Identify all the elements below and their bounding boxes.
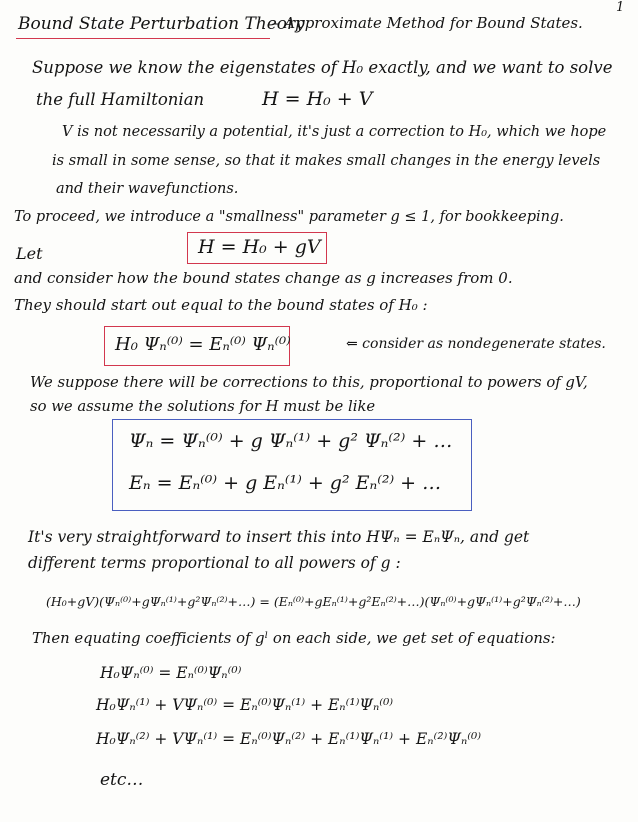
- proceed-line-1: To proceed, we introduce a "smallness" parameter g ≤ 1, for bookkeeping.: [14, 209, 564, 225]
- title: Bound State Perturbation Theory: [18, 14, 305, 34]
- boxed-zeroth-order: [104, 326, 290, 366]
- remark-line-1: V is not necessarily a potential, it's just a correction to H₀, which we hope: [62, 124, 607, 140]
- intro-line-1: Suppose we know the eigenstates of H₀ exactly, and we want to solve: [32, 58, 613, 77]
- remark-line-3: and their wavefunctions.: [56, 181, 239, 197]
- intro-line-2: the full Hamiltonian: [36, 90, 205, 109]
- boxed-hamiltonian-eq: H = H₀ + gV: [198, 236, 321, 258]
- equating-line-1: Then equating coefficients of gˡ on each side, we get set of equations:: [32, 630, 556, 647]
- proceed-line-4: They should start out equal to the bound states of H₀ :: [14, 296, 428, 314]
- let-label: Let: [16, 244, 43, 263]
- nondegenerate-note: ⇐ consider as nondegenerate states.: [346, 336, 606, 352]
- zeroth-order-eq: H₀ Ψₙ⁽⁰⁾ = Eₙ⁽⁰⁾ Ψₙ⁽⁰⁾: [115, 334, 291, 355]
- insert-line-2: different terms proportional to all powers of g :: [28, 554, 401, 572]
- title-subtitle: – Approximate Method for Bound States.: [272, 14, 583, 32]
- insert-line-1: It's very straightforward to insert this into HΨₙ = EₙΨₙ, and get: [28, 528, 530, 546]
- energy-expansion: Eₙ = Eₙ⁽⁰⁾ + g Eₙ⁽¹⁾ + g² Eₙ⁽²⁾ + …: [129, 472, 442, 494]
- psi-expansion: Ψₙ = Ψₙ⁽⁰⁾ + g Ψₙ⁽¹⁾ + g² Ψₙ⁽²⁾ + …: [129, 430, 453, 452]
- etc-label: etc…: [100, 770, 144, 790]
- order-1-equation: H₀Ψₙ⁽¹⁾ + VΨₙ⁽⁰⁾ = Eₙ⁽⁰⁾Ψₙ⁽¹⁾ + Eₙ⁽¹⁾Ψₙ⁽⁰⁾: [96, 696, 394, 714]
- title-underline: [16, 38, 270, 39]
- hamiltonian-eq: H = H₀ + V: [262, 88, 373, 110]
- order-2-equation: H₀Ψₙ⁽²⁾ + VΨₙ⁽¹⁾ = Eₙ⁽⁰⁾Ψₙ⁽²⁾ + Eₙ⁽¹⁾Ψₙ⁽¹⁾ + Eₙ⁽²⁾Ψₙ⁽⁰⁾: [96, 730, 482, 748]
- order-0-equation: H₀Ψₙ⁽⁰⁾ = Eₙ⁽⁰⁾Ψₙ⁽⁰⁾: [100, 664, 242, 682]
- boxed-hamiltonian: [187, 232, 327, 264]
- remark-line-2: is small in some sense, so that it makes small changes in the energy levels: [52, 153, 601, 169]
- corrections-line-1: We suppose there will be corrections to this, proportional to powers of gV,: [30, 374, 588, 391]
- boxed-expansion: [112, 419, 472, 511]
- proceed-line-3: and consider how the bound states change as g increases from 0.: [14, 269, 513, 287]
- page-number: 1: [616, 0, 625, 15]
- corrections-line-2: so we assume the solutions for H must be like: [30, 398, 376, 415]
- expanded-product-eq: (H₀+gV)(Ψₙ⁽⁰⁾+gΨₙ⁽¹⁾+g²Ψₙ⁽²⁾+…) = (Eₙ⁽⁰⁾+gEₙ⁽¹⁾+g²Eₙ⁽²⁾+…)(Ψₙ⁽⁰⁾+gΨₙ⁽¹⁾+g²Ψₙ⁽²⁾+…): [46, 594, 581, 609]
